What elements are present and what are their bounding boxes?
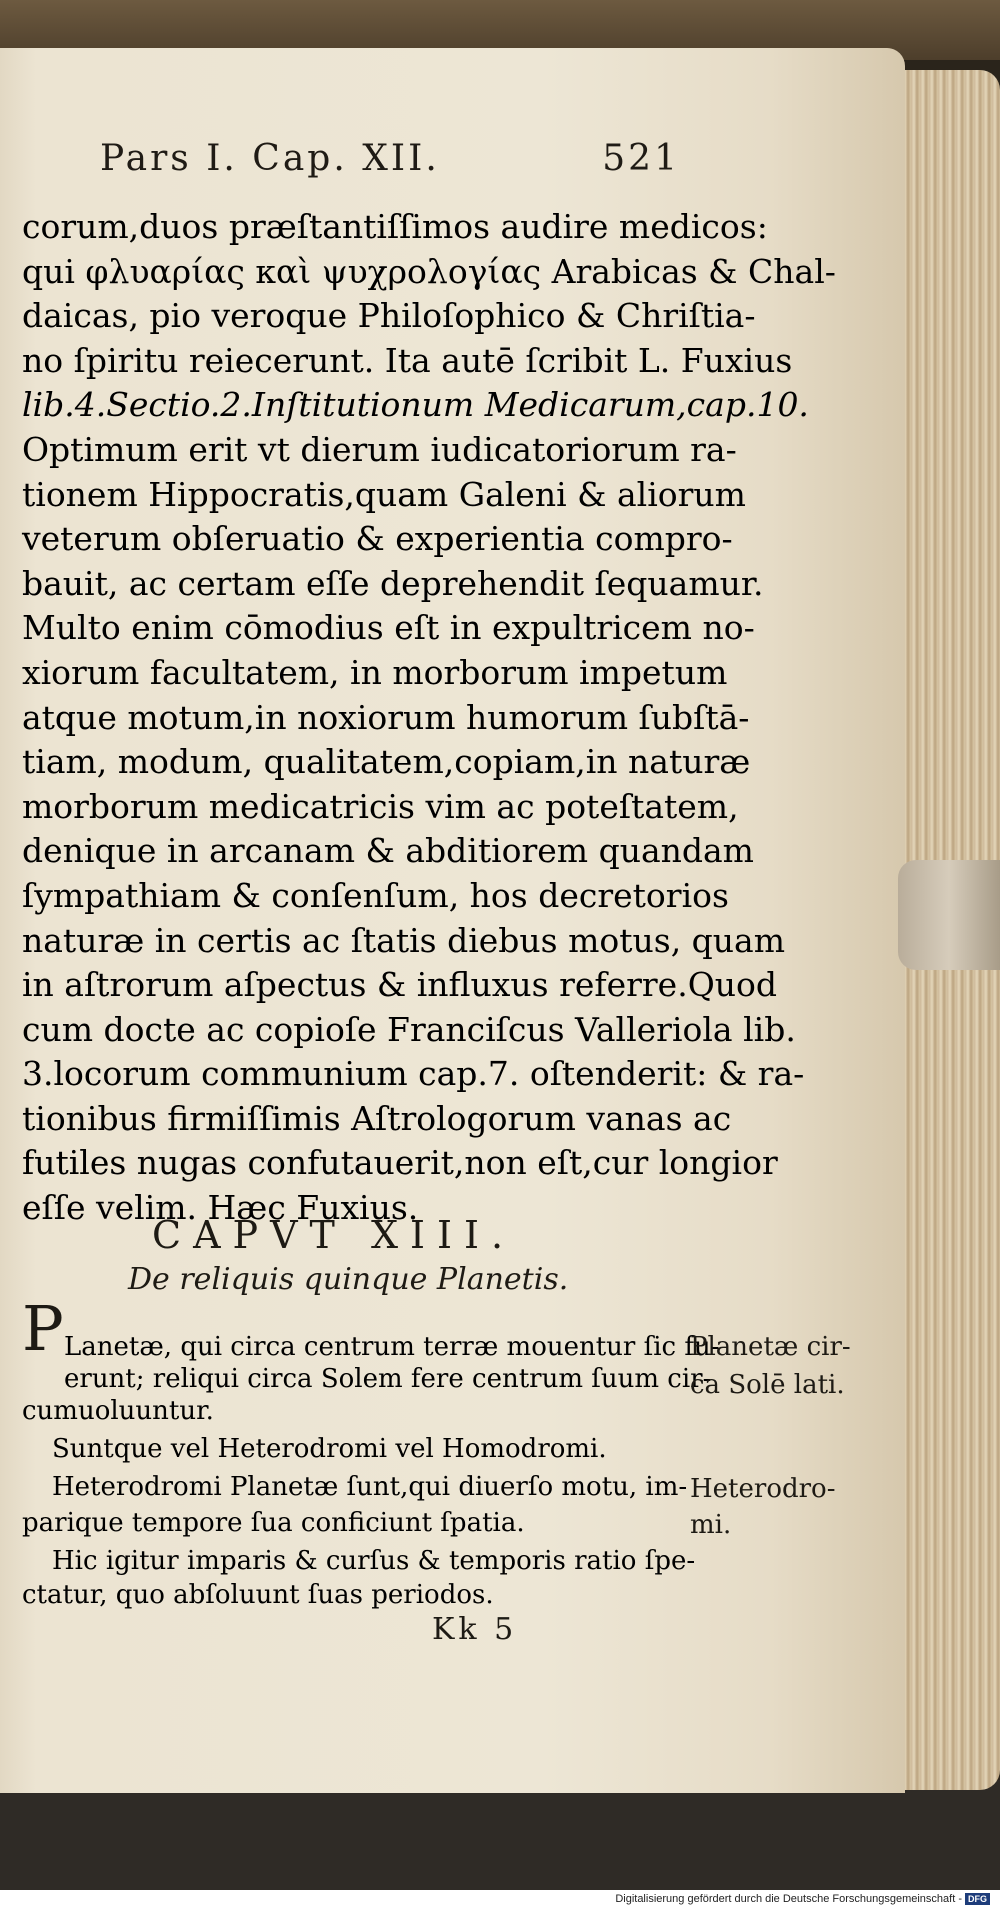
- text-line: bauit, ac certam eſſe deprehendit ſequamur.: [22, 563, 764, 603]
- text-line: Heterodromi Planetæ ſunt,qui diuerſo motu, im-: [52, 1472, 688, 1502]
- text-line: erunt; reliqui circa Solem fere centrum ſuum cir-: [64, 1364, 712, 1394]
- margin-note: mi.: [690, 1510, 732, 1540]
- header-title: Pars I. Cap. XII.: [100, 138, 440, 179]
- text-line: no ſpiritu reiecerunt. Ita autē ſcribit L. Fuxius: [22, 340, 793, 380]
- text-line: daicas, pio veroque Philoſophico & Chriſtia-: [22, 296, 756, 336]
- text-line: veterum obſeruatio & experientia compro-: [22, 519, 733, 559]
- text-line: ctatur, quo abſoluunt ſuas periodos.: [22, 1580, 494, 1610]
- drop-cap: P: [22, 1292, 64, 1365]
- margin-note: Heterodro-: [690, 1474, 836, 1504]
- text-line: in aſtrorum aſpectus & influxus referre.Quod: [22, 965, 778, 1005]
- main-text: [22, 205, 836, 1231]
- text-line: tionem Hippocratis,quam Galeni & aliorum: [22, 474, 746, 514]
- text-line: tionibus firmiſſimis Aſtrologorum vanas ac: [22, 1098, 732, 1138]
- text-line: tiam, modum, qualitatem,copiam,in naturæ: [22, 742, 751, 782]
- text-line: Suntque vel Heterodromi vel Homodromi.: [52, 1434, 607, 1464]
- text-line: corum,duos præſtantiſſimos audire medicos:: [22, 207, 768, 246]
- text-line: eſſe velim. Hæc Fuxius.: [22, 1188, 419, 1228]
- page-clip: [898, 860, 1000, 970]
- text-line: lib.4.Sectio.2.Inſtitutionum Medicarum,cap.10.: [22, 385, 809, 425]
- text-line: atque motum,in noxiorum humorum ſubſtā-: [22, 697, 750, 737]
- text-line: naturæ in certis ac ſtatis diebus motus, quam: [22, 920, 786, 960]
- chapter-title: CAPVT XIII.: [152, 1213, 516, 1257]
- text-line: morborum medicatricis vim ac poteſtatem,: [22, 786, 739, 826]
- credit-text: Digitalisierung gefördert durch die Deutsche Forschungsgemeinschaft -: [615, 1893, 962, 1905]
- margin-note: ca Solē lati.: [690, 1370, 845, 1400]
- text-line: 3.locorum communium cap.7. oſtenderit: & ra-: [22, 1054, 805, 1094]
- text-line: ſympathiam & conſenſum, hos decretorios: [22, 875, 729, 915]
- margin-note: Planetæ cir-: [690, 1332, 851, 1362]
- text-line: cumuoluuntur.: [22, 1396, 214, 1426]
- text-line: futiles nugas confutauerit,non eſt,cur longior: [22, 1143, 778, 1183]
- text-line: parique tempore ſua conficiunt ſpatia.: [22, 1508, 525, 1538]
- text-line: cum docte ac copioſe Franciſcus Valleriola lib.: [22, 1009, 796, 1049]
- text-line: qui φλυαρίας καὶ ψυχρολογίας Arabicas & Chal-: [22, 251, 836, 291]
- signature-mark: Kk 5: [432, 1612, 518, 1647]
- text-line: denique in arcanam & abditiorem quandam: [22, 831, 754, 871]
- credit-line: [615, 1893, 990, 1905]
- text-line: Optimum erit vt dierum iudicatoriorum ra-: [22, 429, 737, 469]
- text-line: Lanetæ, qui circa centrum terræ mouentur ſic fu-: [64, 1332, 720, 1362]
- dfg-logo: DFG: [965, 1893, 990, 1905]
- chapter-subtitle: De reliquis quinque Planetis.: [128, 1262, 569, 1297]
- page-number: 521: [602, 138, 680, 179]
- text-line: Multo enim cōmodius eſt in expultricem no-: [22, 608, 755, 648]
- text-line: Hic igitur imparis & curſus & temporis ratio ſpe-: [52, 1546, 696, 1576]
- text-line: xiorum facultatem, in morborum impetum: [22, 652, 728, 692]
